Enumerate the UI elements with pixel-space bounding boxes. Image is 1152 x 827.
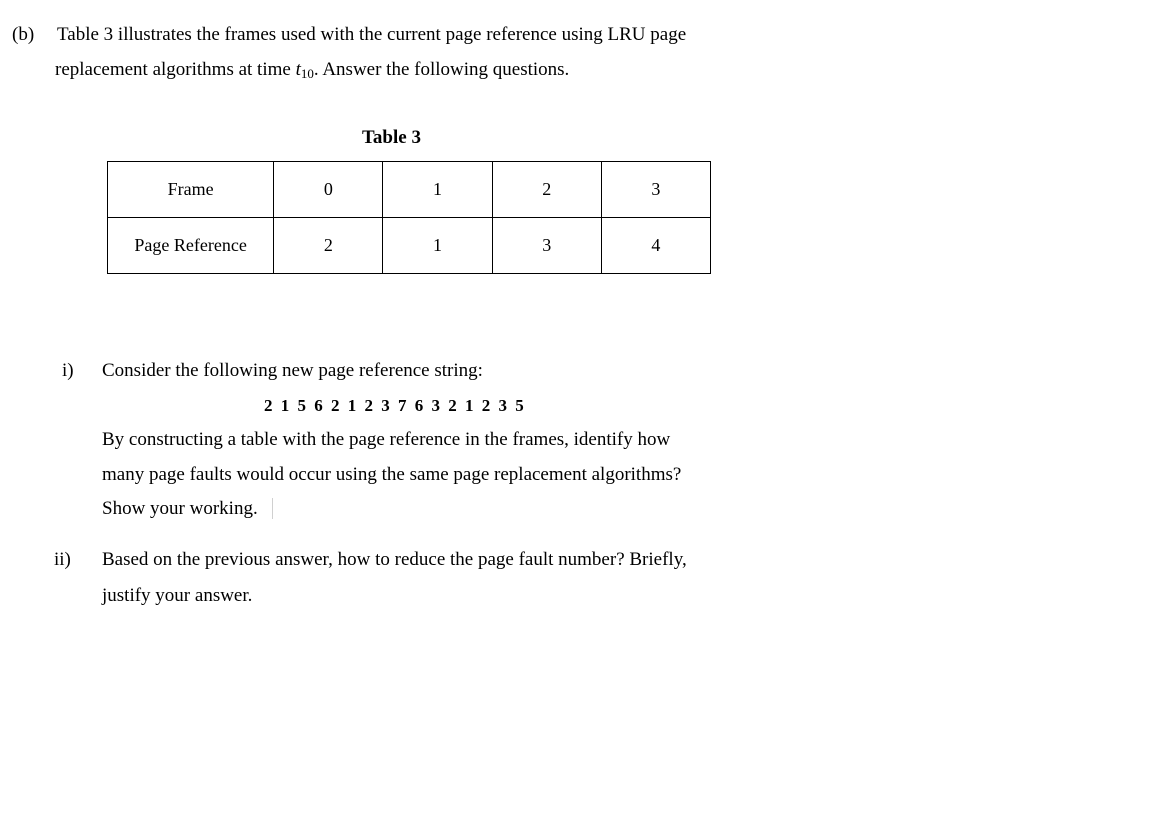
intro-line-1: Table 3 illustrates the frames used with the current page reference using LRU page [57,24,687,45]
table-cell: 1 [383,162,492,218]
question-1-label: i) [62,360,74,381]
table-cell: 0 [274,162,383,218]
table-cell: 4 [601,218,710,274]
intro-line-2-suffix: . Answer the following questions. [313,59,570,80]
question-2-line-1: Based on the previous answer, how to reduce the page fault number? Briefly, [102,549,687,570]
table-cell: 1 [383,218,492,274]
question-1-line-4: Show your working. [102,498,258,519]
intro-line-2 [55,59,569,85]
time-variable: t [295,59,301,80]
part-label: (b) [12,24,35,45]
question-1-line-2: By constructing a table with the page reference in the frames, identify how [102,429,671,450]
question-1-line-1: Consider the following new page reference string: [102,360,483,381]
table-cell: 2 [492,162,601,218]
reference-string: 2 1 5 6 2 1 2 3 7 6 3 2 1 2 3 5 [264,396,525,415]
table-cell: 2 [274,218,383,274]
table-cell: 3 [492,218,601,274]
table-caption: Table 3 [362,127,421,148]
question-2-label: ii) [54,549,71,570]
text-cursor [272,498,273,519]
time-subscript: 10 [300,66,314,81]
row-header-page-reference: Page Reference [108,218,274,274]
table-cell: 3 [601,162,710,218]
row-header-frame: Frame [108,162,274,218]
table-row-page-reference [108,218,711,274]
question-2-line-2: justify your answer. [102,585,253,606]
question-1-line-3: many page faults would occur using the same page replacement algorithms? [102,464,682,485]
intro-line-2-prefix: replacement algorithms at time [55,59,296,80]
frame-table [107,161,711,274]
table-row-frame [108,162,711,218]
